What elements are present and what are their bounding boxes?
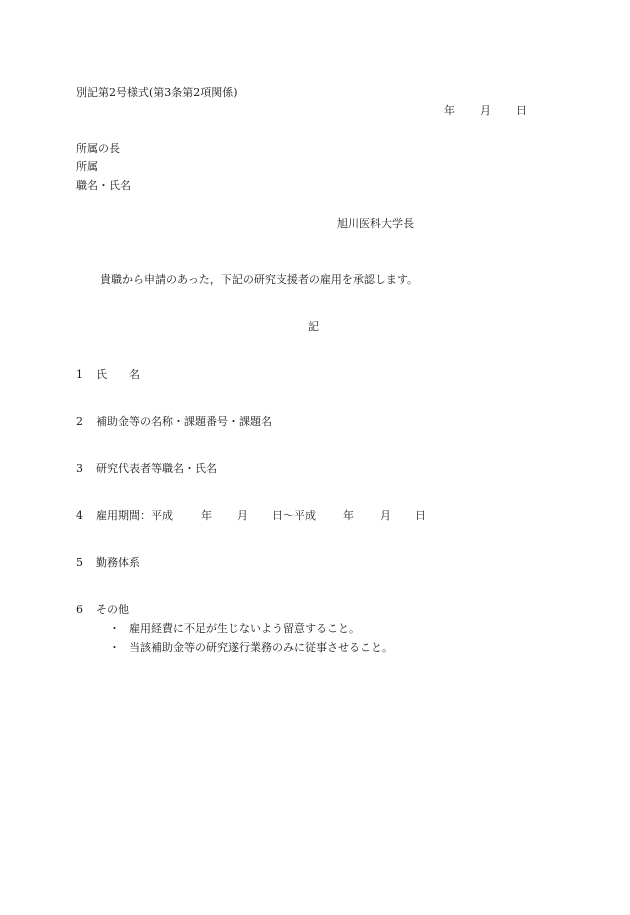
item-5-label: 勤務体系 bbox=[96, 556, 140, 569]
item-2-number: 2 bbox=[76, 415, 83, 428]
item-4-day-2: 日 bbox=[415, 509, 426, 522]
recipient-line-2: 所属 bbox=[76, 160, 98, 173]
item-4-month: 月 bbox=[237, 509, 248, 522]
item-3-label: 研究代表者等職名・氏名 bbox=[96, 462, 217, 475]
body-text: 貴職から申請のあった，下記の研究支援者の雇用を承認します。 bbox=[100, 273, 419, 286]
item-1-number: 1 bbox=[76, 368, 83, 381]
date-month: 月 bbox=[480, 104, 491, 117]
note-2-bullet: ・ bbox=[109, 641, 120, 654]
date-day: 日 bbox=[516, 104, 527, 117]
note-1-bullet: ・ bbox=[109, 622, 120, 635]
item-4-number: 4 bbox=[76, 509, 83, 522]
note-2-text: 当該補助金等の研究遂行業務のみに従事させること。 bbox=[129, 641, 393, 654]
recipient-line-3: 職名・氏名 bbox=[76, 179, 131, 192]
item-6-label: その他 bbox=[96, 603, 129, 616]
item-5-number: 5 bbox=[76, 556, 83, 569]
item-4-month-2: 月 bbox=[380, 509, 391, 522]
item-2-label: 補助金等の名称・課題番号・課題名 bbox=[96, 415, 272, 428]
form-reference: 別記第2号様式(第3条第2項関係) bbox=[76, 86, 238, 99]
item-4-year-2: 年 bbox=[343, 509, 354, 522]
item-6-number: 6 bbox=[76, 603, 83, 616]
item-1-label: 氏 名 bbox=[96, 368, 140, 381]
item-4-year: 年 bbox=[201, 509, 212, 522]
item-3-number: 3 bbox=[76, 462, 83, 475]
recipient-line-1: 所属の長 bbox=[76, 142, 120, 155]
issuer: 旭川医科大学長 bbox=[337, 217, 414, 230]
ki-heading: 記 bbox=[308, 320, 319, 333]
note-1-text: 雇用経費に不足が生じないよう留意すること。 bbox=[129, 622, 360, 635]
date-year: 年 bbox=[444, 104, 455, 117]
item-4-period-prefix: 雇用期間：平成 bbox=[96, 509, 173, 522]
item-4-day-to: 日～平成 bbox=[272, 509, 316, 522]
